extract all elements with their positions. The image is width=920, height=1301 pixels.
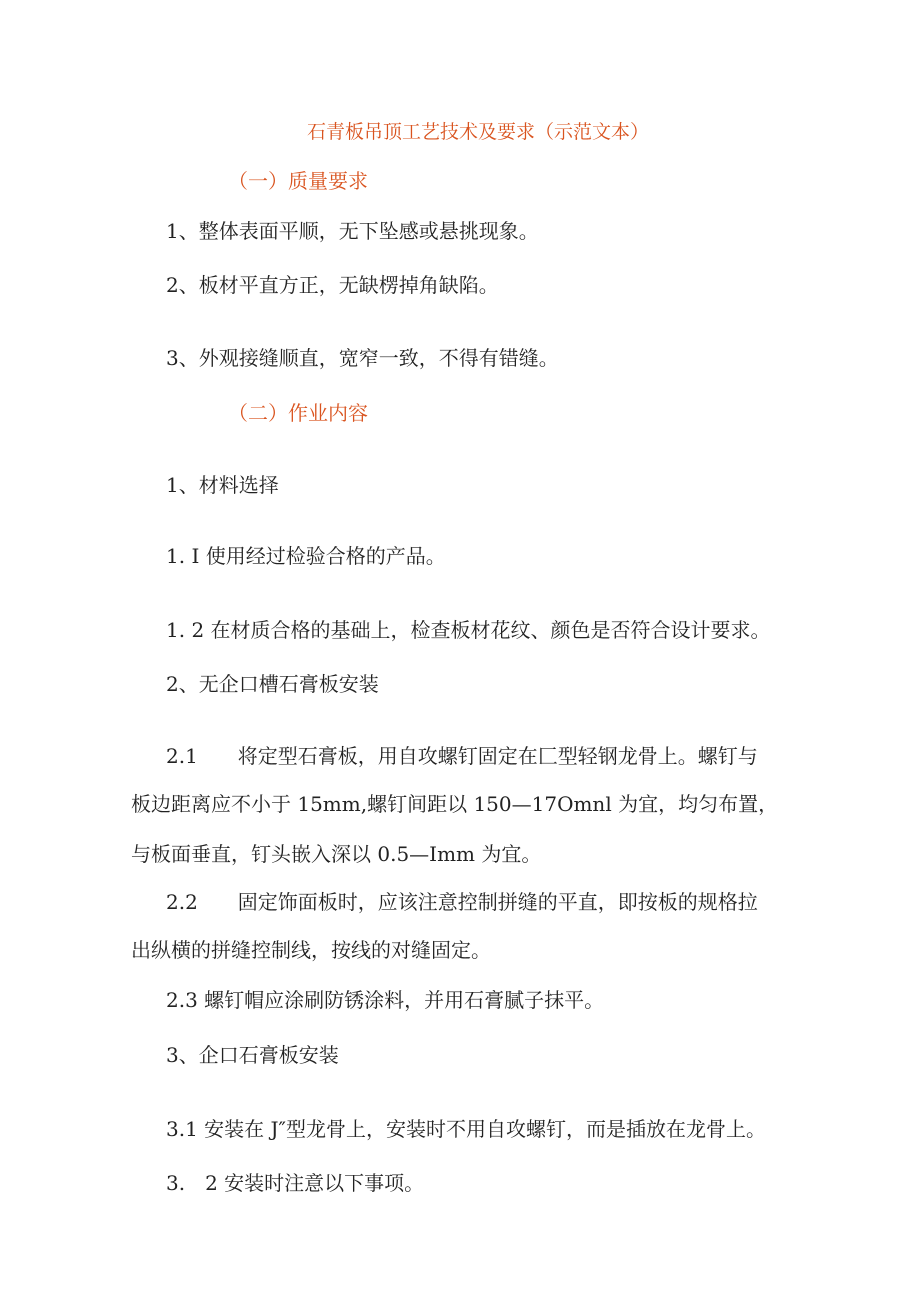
paragraph-line: 出纵横的拼缝控制线，按线的对缝固定。 [131,938,491,962]
paragraph-line: 与板面垂直，钉头嵌入深以 0.5—Imm 为宜。 [131,842,542,866]
section-heading-quality: （一）质量要求 [228,169,368,193]
paragraph-line: 2.3 螺钉帽应涂刷防锈涂料，并用石膏腻子抹平。 [166,988,605,1012]
paragraph-line: 板边距离应不小于 15mm,螺钉间距以 150—17Omnl 为宜，均匀布置， [131,792,779,816]
paragraph-line: 1. I 使用经过检验合格的产品。 [166,544,446,568]
paragraph-line: 1、材料选择 [166,473,279,497]
section-heading-work: （二）作业内容 [228,401,368,425]
document-title: 石青板吊顶工艺技术及要求（示范文本） [307,121,650,143]
paragraph-line: 2、无企口槽石膏板安装 [166,672,379,696]
paragraph-line: 1. 2 在材质合格的基础上，检查板材花纹、颜色是否符合设计要求。 [166,618,771,642]
paragraph-line: 2、板材平直方正，无缺楞掉角缺陷。 [166,273,499,297]
paragraph-line: 3. 2 安装时注意以下事项。 [166,1171,425,1195]
paragraph-line: 2.1 将定型石膏板，用自攻螺钉固定在匚型轻钢龙骨上。螺钉与 [166,744,758,768]
paragraph-line: 3.1 安装在 J″型龙骨上，安装时不用自攻螺钉，而是插放在龙骨上。 [166,1117,767,1141]
paragraph-line: 3、企口石膏板安装 [166,1043,339,1067]
paragraph-line: 1、整体表面平顺，无下坠感或悬挑现象。 [166,219,539,243]
paragraph-line: 3、外观接缝顺直，宽窄一致，不得有错缝。 [166,346,559,370]
paragraph-line: 2.2 固定饰面板时，应该注意控制拼缝的平直，即按板的规格拉 [166,890,758,914]
